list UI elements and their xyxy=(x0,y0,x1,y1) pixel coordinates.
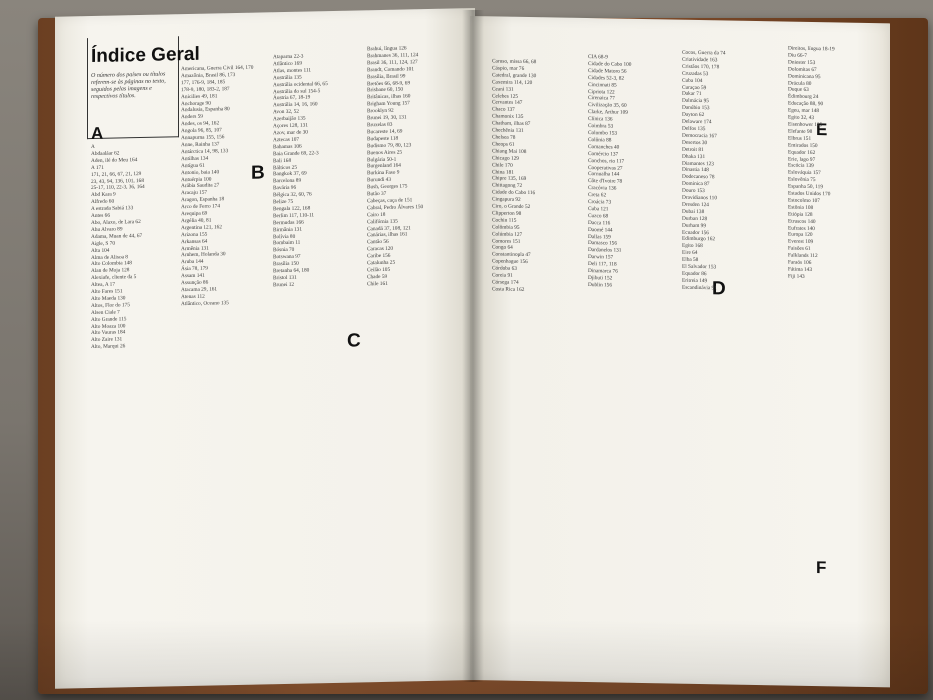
index-entry: Etruscos 140 xyxy=(788,218,816,225)
index-entry: Brunei 12 xyxy=(273,281,295,289)
index-entry: Botswana 97 xyxy=(273,253,301,261)
index-entry: Conchos, rio 117 xyxy=(588,157,625,165)
index-entry: Celebes 125 xyxy=(492,92,519,100)
index-entry: Eslováquia 157 xyxy=(788,169,821,177)
index-entry: Caracas 120 xyxy=(367,245,394,253)
index-entry: Colombo 153 xyxy=(588,130,617,137)
index-entry: CIA 68-9 xyxy=(588,54,608,61)
index-entry: Brasília 150 xyxy=(273,260,299,268)
index-entry: Eisenhower 125 xyxy=(788,121,823,129)
index-entry: Côte d'Ivoire 78 xyxy=(588,178,623,185)
index-entry: Comanches 40 xyxy=(588,143,620,151)
index-entry: Alto Zaire 131 xyxy=(91,336,123,344)
index-entry: Cidades 52-3, 82 xyxy=(588,74,625,82)
index-entry: Bangkok 37, 69 xyxy=(273,170,307,178)
index-entry: A xyxy=(91,143,95,151)
index-entry: Dolomitas 67 xyxy=(788,66,817,73)
index-entry: Bristol 131 xyxy=(273,274,297,282)
index-entry: Cincinnati 85 xyxy=(588,81,617,89)
section-letter-c: C xyxy=(347,330,361,352)
index-entry: Abo, Alaxo, de Lara 62 xyxy=(91,218,141,227)
index-entry: Copenhague 156 xyxy=(492,258,528,266)
index-entry: Austrália 14, 16, 160 xyxy=(273,101,318,109)
index-entry: Cuba 104 xyxy=(682,77,703,84)
index-entry: Amazônia, Brasil 86, 173 xyxy=(181,71,236,80)
index-entry: Alto, Marqui 26 xyxy=(91,343,126,351)
index-entry: Dravidianos 110 xyxy=(682,194,717,202)
index-entry: Falklands 112 xyxy=(788,252,818,260)
index-entry: Alto Fares 151 xyxy=(91,288,123,296)
index-entry: Austrália 135 xyxy=(273,74,302,81)
left-page xyxy=(55,8,475,689)
index-entry: Bavária 96 xyxy=(273,184,297,192)
index-entry: Dayton 62 xyxy=(682,111,705,119)
index-entry: Dinastia 148 xyxy=(682,167,709,174)
index-entry: Equador 86 xyxy=(682,270,707,278)
index-entry: Cairo 18 xyxy=(367,211,386,219)
index-entry: Arkansas 64 xyxy=(181,238,208,245)
index-entry: Dublin 156 xyxy=(588,281,612,289)
index-entry: Assunção 86 xyxy=(181,279,209,287)
index-entry: Alto Vauras 184 xyxy=(91,329,126,337)
index-entry: Brasília, Brasil 99 xyxy=(367,73,406,80)
index-entry: Áustria 67, 18-19 xyxy=(273,94,311,102)
index-entry: Aden, ilé do Meu 164 xyxy=(91,156,138,164)
index-entry: Egeu, mar 148 xyxy=(788,107,820,115)
index-entry: Brasil 36, 111, 124, 127 xyxy=(367,59,418,67)
index-entry: Budismo 79, 80, 123 xyxy=(367,142,412,149)
index-entry: Dhaka 131 xyxy=(682,153,706,160)
index-entry: Alto Maeda 130 xyxy=(91,295,126,302)
index-entry: Antuérpia 100 xyxy=(181,176,212,183)
index-entry: Alfredo 60 xyxy=(91,198,115,206)
index-entry: Califórnia 135 xyxy=(367,218,398,225)
index-entry: Desertos 30 xyxy=(682,139,708,146)
index-entry: Chile 161 xyxy=(367,280,388,288)
index-entry: Abdaaláar 62 xyxy=(91,150,120,157)
index-entry: Comércio 137 xyxy=(588,150,619,158)
index-entry: Cidade do Cabo 100 xyxy=(588,60,632,68)
index-entry: Drácula 80 xyxy=(788,80,812,87)
index-entry: Coimbra 53 xyxy=(588,123,614,130)
index-entry: Caribe 156 xyxy=(367,252,391,260)
index-entry: Alma de Alisoa 8 xyxy=(91,253,128,261)
index-entry: Antilhas 134 xyxy=(181,155,209,162)
index-entry: Estocolmo 107 xyxy=(788,197,820,205)
index-intro: O número dos países ou títulos referem-se às páginas no texto, seguidos pelas imagens e respectivos títulos. xyxy=(91,71,166,101)
index-entry: Faraós 106 xyxy=(788,259,812,267)
index-entry: Curaçao 59 xyxy=(682,84,707,91)
index-entry: Chamonix 135 xyxy=(492,113,524,121)
index-entry: Etiópia 128 xyxy=(788,211,813,218)
index-entry: Anchorage 90 xyxy=(181,100,211,107)
index-entry: Azov, mar de 30 xyxy=(273,129,308,137)
index-entry: Diu 66-7 xyxy=(788,52,807,59)
index-entry: Atlântico, Oceano 135 xyxy=(181,299,229,307)
index-entry: Atenas 112 xyxy=(181,293,205,301)
index-entry: Egito 168 xyxy=(682,243,703,250)
index-entry: Alta 104 xyxy=(91,247,110,254)
section-letter-f: F xyxy=(816,558,827,578)
index-entry: Ataparna 22-3 xyxy=(273,53,304,61)
index-entry: Educação 88, 90 xyxy=(788,100,824,108)
index-entry: Daomé 144 xyxy=(588,226,613,234)
index-entry: Burgenland 164 xyxy=(367,162,401,170)
index-entry: Ceilão 105 xyxy=(367,266,391,274)
index-entry: Brahui, língua 126 xyxy=(367,45,407,53)
index-entry: Espanha 50, 119 xyxy=(788,183,823,191)
index-entry: Antes 66 xyxy=(91,212,110,220)
index-entry: Bélgica 32, 60, 76 xyxy=(273,191,312,199)
index-entry: Cristãos 170, 178 xyxy=(682,63,720,71)
index-entry: Aruba 144 xyxy=(181,259,204,266)
index-entry: Annapurna 155, 156 xyxy=(181,134,225,142)
index-entry: China 181 xyxy=(492,168,514,176)
index-entry: Catedral, grande 130 xyxy=(492,72,537,79)
index-entry: Estados Unidos 170 xyxy=(788,190,831,198)
index-entry: Caxemira 114, 120 xyxy=(492,79,533,86)
index-entry: Criatividade 163 xyxy=(682,56,718,64)
index-entry: Cruzadas 53 xyxy=(682,70,709,77)
index-entry: Cirenaica 77 xyxy=(588,95,615,102)
index-entry: Canárias, ilhas 161 xyxy=(367,231,408,239)
index-entry: Diamantes 123 xyxy=(682,160,714,167)
index-entry: Cracóvia 136 xyxy=(588,185,617,192)
index-entry: Eire 64 xyxy=(682,249,698,257)
index-entry: Antígua 61 xyxy=(181,162,205,169)
index-entry: Atacama 29, 161 xyxy=(181,286,218,294)
right-page xyxy=(470,16,890,687)
index-entry: Dakar 71 xyxy=(682,91,702,98)
index-entry: Ceará 131 xyxy=(492,86,514,93)
index-entry: Assam 141 xyxy=(181,272,205,280)
index-entry: Dniester 153 xyxy=(788,59,816,66)
index-entry: Cidade Matoro 56 xyxy=(588,67,627,75)
index-entry: Creta 62 xyxy=(588,192,607,199)
index-entry: Burkina Faso 9 xyxy=(367,169,400,177)
index-entry: Dacca 116 xyxy=(588,219,611,227)
index-entry: Cheops 61 xyxy=(492,141,515,148)
index-entry: Cabeças, caça de 151 xyxy=(367,197,413,205)
index-entry: Andes, os 94, 162 xyxy=(181,120,220,128)
index-entry: Djibuti 152 xyxy=(588,275,613,282)
index-entry: Colômbia 95 xyxy=(492,224,520,231)
index-entry: Cáspio, mar 76 xyxy=(492,65,525,72)
index-entry: Arco de Ferro 174 xyxy=(181,203,220,211)
index-entry: Belize 75 xyxy=(273,198,294,206)
index-entry: Édimbourg 24 xyxy=(788,93,819,101)
index-entry: Costa Rica 162 xyxy=(492,286,525,293)
index-entry: Angola 96, 85, 107 xyxy=(181,127,222,135)
index-entry: Detroit 81 xyxy=(682,146,704,153)
index-entry: Darwin 157 xyxy=(588,254,614,261)
index-entry: Arábia Saudita 27 xyxy=(181,182,220,190)
index-entry: Chiang Mai 108 xyxy=(492,148,527,155)
index-entry: Edimburgo 162 xyxy=(682,236,716,243)
index-entry: Chile 170 xyxy=(492,161,513,169)
index-entry: Chaco 137 xyxy=(492,106,515,114)
index-entry: Eufrates 140 xyxy=(788,225,815,232)
index-entry: Cipriota 122 xyxy=(588,88,615,96)
index-entry: Dodecaneso 78 xyxy=(682,174,715,181)
index-entry: Brahmanes 36, 111, 124 xyxy=(367,52,419,60)
index-entry: Bretões 66, 68-9, 69 xyxy=(367,79,411,87)
index-entry: Alto Moaza 100 xyxy=(91,322,126,330)
index-entry: Ásia 78, 179 xyxy=(181,265,208,273)
index-entry: Dallas 159 xyxy=(588,233,611,241)
index-entry: Dardanelos 131 xyxy=(588,247,622,255)
index-entry: Aztecas 107 xyxy=(273,136,300,144)
index-entry: Alan de Moja 128 xyxy=(91,267,130,275)
index-entry: Brunei 19, 30, 131 xyxy=(367,114,407,122)
index-entry: Cingapura 92 xyxy=(492,196,521,204)
index-entry: Budapeste 118 xyxy=(367,135,399,143)
section-letter-d: D xyxy=(712,278,726,300)
index-entry: Dubai 138 xyxy=(682,208,705,215)
index-column-7 xyxy=(682,50,770,662)
index-entry: Buenos Aires 25 xyxy=(367,149,403,156)
index-entry: Delaware 174 xyxy=(682,118,712,126)
index-entry: Chelsea 78 xyxy=(492,134,516,141)
index-entry: Democracia 167 xyxy=(682,132,717,140)
index-entry: Erie, lago 97 xyxy=(788,156,816,163)
index-entry: Bermudas 166 xyxy=(273,219,304,226)
index-entry: Argentina 121, 162 xyxy=(181,224,222,232)
index-entry: Direitos, língua 18-19 xyxy=(788,45,835,53)
index-entry: Brandt, Comando 101 xyxy=(367,65,414,73)
index-entry: Alexiafe, cliente da 5 xyxy=(91,274,137,282)
index-entry: Bruxelas 83 xyxy=(367,121,393,129)
index-entry: Canadá 37, 108, 121 xyxy=(367,224,411,232)
index-entry: Argélia 40, 81 xyxy=(181,217,212,225)
page-title: Índice Geral xyxy=(91,43,200,68)
index-entry: Brisbane 60, 150 xyxy=(367,86,404,94)
index-entry: Escandinávia 91 xyxy=(682,284,717,292)
index-entry: Escócia 139 xyxy=(788,162,814,170)
index-entry: A 171 xyxy=(91,164,104,171)
index-entry: Abd Kara 9 xyxy=(91,191,116,199)
index-column-3 xyxy=(273,52,357,664)
index-entry: Coreia 91 xyxy=(492,272,513,279)
index-entry: Chechênia 131 xyxy=(492,127,524,134)
index-entry: Cervantes 147 xyxy=(492,99,523,107)
index-entry: Clipperton 98 xyxy=(492,210,522,217)
index-entry: Austrália ocidental 66, 65 xyxy=(273,80,328,88)
index-entry: Colúmbia 127 xyxy=(492,231,523,238)
index-entry: 177, 176-9, 184, 185 xyxy=(181,79,226,86)
index-entry: A estrada Sabiá 133 xyxy=(91,205,134,213)
index-entry: Bengala 122, 168 xyxy=(273,205,311,213)
index-entry: Cochin 115 xyxy=(492,217,517,224)
index-entry: Arnhem, Holanda 30 xyxy=(181,251,226,259)
index-entry: Chipre 135, 169 xyxy=(492,175,527,183)
index-entry: Córsega 174 xyxy=(492,279,519,286)
index-entry: Equador 162 xyxy=(788,149,816,156)
index-entry: Ecuador 156 xyxy=(682,229,709,236)
index-column-2 xyxy=(181,64,269,666)
index-entry: Austrália do sul 154-5 xyxy=(273,87,321,95)
index-entry: Elba 58 xyxy=(682,256,699,264)
index-entry: Altea, A 17 xyxy=(91,281,115,289)
index-entry: Açores 128, 131 xyxy=(273,122,308,130)
index-entry: Cidade do Cabo 116 xyxy=(492,189,536,197)
index-entry: Chatham, ilhas 87 xyxy=(492,120,531,128)
index-entry: Dominicana 95 xyxy=(788,73,821,80)
index-entry: Aragon, Espanha 18 xyxy=(181,196,225,204)
index-entry: Chicago 129 xyxy=(492,155,519,162)
index-entry: Danúbio 153 xyxy=(682,104,710,112)
section-letter-e: E xyxy=(816,120,828,140)
section-letter-a: A xyxy=(91,123,104,144)
index-entry: Clarke, Arthur 109 xyxy=(588,109,628,117)
index-entry: Bombaim 11 xyxy=(273,240,301,247)
book-gutter xyxy=(462,10,484,682)
index-entry: Bucareste 14, 69 xyxy=(367,128,403,136)
index-entry: Ciro, o Grande 52 xyxy=(492,203,531,211)
index-entry: Cantão 56 xyxy=(367,239,389,246)
index-entry: Cornualha 144 xyxy=(588,171,620,179)
index-entry: Fátima 143 xyxy=(788,266,812,273)
index-entry: Elefante 98 xyxy=(788,128,813,135)
index-entry: Altos, Flor do 175 xyxy=(91,302,130,309)
index-entry: Alto Grande 115 xyxy=(91,315,127,323)
index-entry: Aracaju 157 xyxy=(181,189,208,197)
index-entry: Bolívia 80 xyxy=(273,233,296,240)
index-entry: 171, 21, 66, 67, 21, 129 xyxy=(91,170,142,178)
index-entry: 23, 43, 94, 136, 101, 168 xyxy=(91,177,144,185)
index-column-6 xyxy=(588,54,676,656)
index-entry: Eritreia 149 xyxy=(682,277,708,285)
index-entry: Europa 120 xyxy=(788,232,813,239)
index-entry: Everest 109 xyxy=(788,238,814,246)
index-entry: Chittagong 72 xyxy=(492,182,523,190)
index-entry: Cuzco 68 xyxy=(588,212,609,220)
index-entry: Butão 37 xyxy=(367,190,387,198)
index-entry: Alto Colombia 148 xyxy=(91,260,132,268)
index-entry: El Salvador 153 xyxy=(682,263,717,271)
index-entry: Congo 64 xyxy=(492,244,513,252)
index-entry: Britânicas, ilhas 160 xyxy=(367,93,411,101)
index-entry: Douro 153 xyxy=(682,187,705,195)
index-entry: Bretanha 64, 180 xyxy=(273,267,310,275)
index-entry: Comores 151 xyxy=(492,237,521,245)
index-entry: Dresden 124 xyxy=(682,201,709,209)
index-entry: Constantinopla 47 xyxy=(492,251,531,259)
index-column-5 xyxy=(492,58,580,660)
index-entry: Ahu Alvaro 89 xyxy=(91,226,123,233)
index-entry: Duque 63 xyxy=(788,86,809,94)
index-entry: Córdoba 63 xyxy=(492,265,517,273)
index-entry: Elbrus 151 xyxy=(788,135,812,142)
index-entry: Egito 32, 43 xyxy=(788,114,815,122)
index-entry: Cooperativas 27 xyxy=(588,164,623,172)
index-entry: Deli 117, 118 xyxy=(588,261,617,268)
index-entry: Chade 59 xyxy=(367,273,388,281)
index-entry: Birmânia 131 xyxy=(273,226,302,233)
index-entry: Cuba 121 xyxy=(588,205,609,213)
index-entry: Aigle, S 70 xyxy=(91,240,115,247)
index-entry: Atlas, montes 111 xyxy=(273,67,312,75)
index-entry: Americana, Guerra Civil 164, 170 xyxy=(181,64,254,73)
index-entry: Clínica 136 xyxy=(588,116,613,123)
index-entry: Arizona 155 xyxy=(181,231,208,238)
index-entry: Dinamarca 76 xyxy=(588,268,618,275)
index-entry: Bali 168 xyxy=(273,157,292,164)
index-entry: Bahamas 106 xyxy=(273,143,302,151)
index-entry: 178-9, 180, 183-2, 187 xyxy=(181,85,230,93)
index-column-4 xyxy=(367,44,463,666)
index-entry: Antárctica 14, 98, 133 xyxy=(181,148,229,156)
index-entry: Croácia 73 xyxy=(588,199,612,206)
index-entry: Brooklyn 92 xyxy=(367,107,394,115)
index-entry: 25-17, 110, 22-3, 36, 164 xyxy=(91,184,145,192)
section-letter-b: B xyxy=(251,162,265,184)
index-entry: Colônia 88 xyxy=(588,136,612,144)
index-entry: Bush, Georges 175 xyxy=(367,183,408,191)
index-entry: Civilização 35, 60 xyxy=(588,102,627,110)
index-entry: Catalunha 25 xyxy=(367,259,396,267)
index-entry: Armênia 131 xyxy=(181,245,209,252)
index-column-1 xyxy=(91,142,171,664)
index-entry: Delfos 135 xyxy=(682,125,706,133)
index-entry: Damasco 156 xyxy=(588,240,617,248)
index-entry: Bálticos 25 xyxy=(273,164,297,171)
index-entry: Adama, Muan de 44, 67 xyxy=(91,232,143,240)
index-entry: Berlim 117, 110-11 xyxy=(273,212,315,220)
index-entry: Anne, Rainha 137 xyxy=(181,141,220,149)
index-entry: Bulgária 50-1 xyxy=(367,156,397,163)
index-entry: Anders 59 xyxy=(181,114,203,121)
index-entry: Caruso, missa 66, 68 xyxy=(492,58,537,66)
index-column-8 xyxy=(788,46,876,668)
index-entry: Burundi 43 xyxy=(367,176,391,184)
index-entry: Durban 128 xyxy=(682,215,708,222)
index-entry: Arequipa 69 xyxy=(181,210,208,218)
index-entry: Avon 32, 52 xyxy=(273,108,299,116)
index-entry: Dominica 87 xyxy=(682,180,710,188)
index-entry: Estônia 108 xyxy=(788,204,814,211)
index-entry: Dalmácia 95 xyxy=(682,98,709,105)
index-entry: Andalusia, Espanha 80 xyxy=(181,106,230,114)
index-entry: Eslovênia 75 xyxy=(788,176,816,184)
index-entry: Durham 99 xyxy=(682,222,706,229)
index-entry: Anicilies 49, 181 xyxy=(181,93,218,100)
index-entry: Alsen Ciale 7 xyxy=(91,309,120,316)
index-entry: Baia Grande 69, 22-3 xyxy=(273,149,319,157)
index-entry: Antonio, baia 140 xyxy=(181,168,220,176)
index-entry: Fiji 143 xyxy=(788,273,805,280)
index-entry: Bósnia 70 xyxy=(273,247,295,254)
index-entry: Brigham Young 157 xyxy=(367,100,410,108)
index-entry: Faisões 61 xyxy=(788,245,811,253)
index-entry: Atlântico 169 xyxy=(273,60,302,68)
index-entry: Cabral, Pedro Álvares 150 xyxy=(367,203,424,212)
index-entry: Barcelona 89 xyxy=(273,177,302,185)
index-entry: Azerbaijão 135 xyxy=(273,115,306,123)
index-entry: Cocos, Guerra da 74 xyxy=(682,49,726,57)
index-entry: Emirados 150 xyxy=(788,142,818,149)
